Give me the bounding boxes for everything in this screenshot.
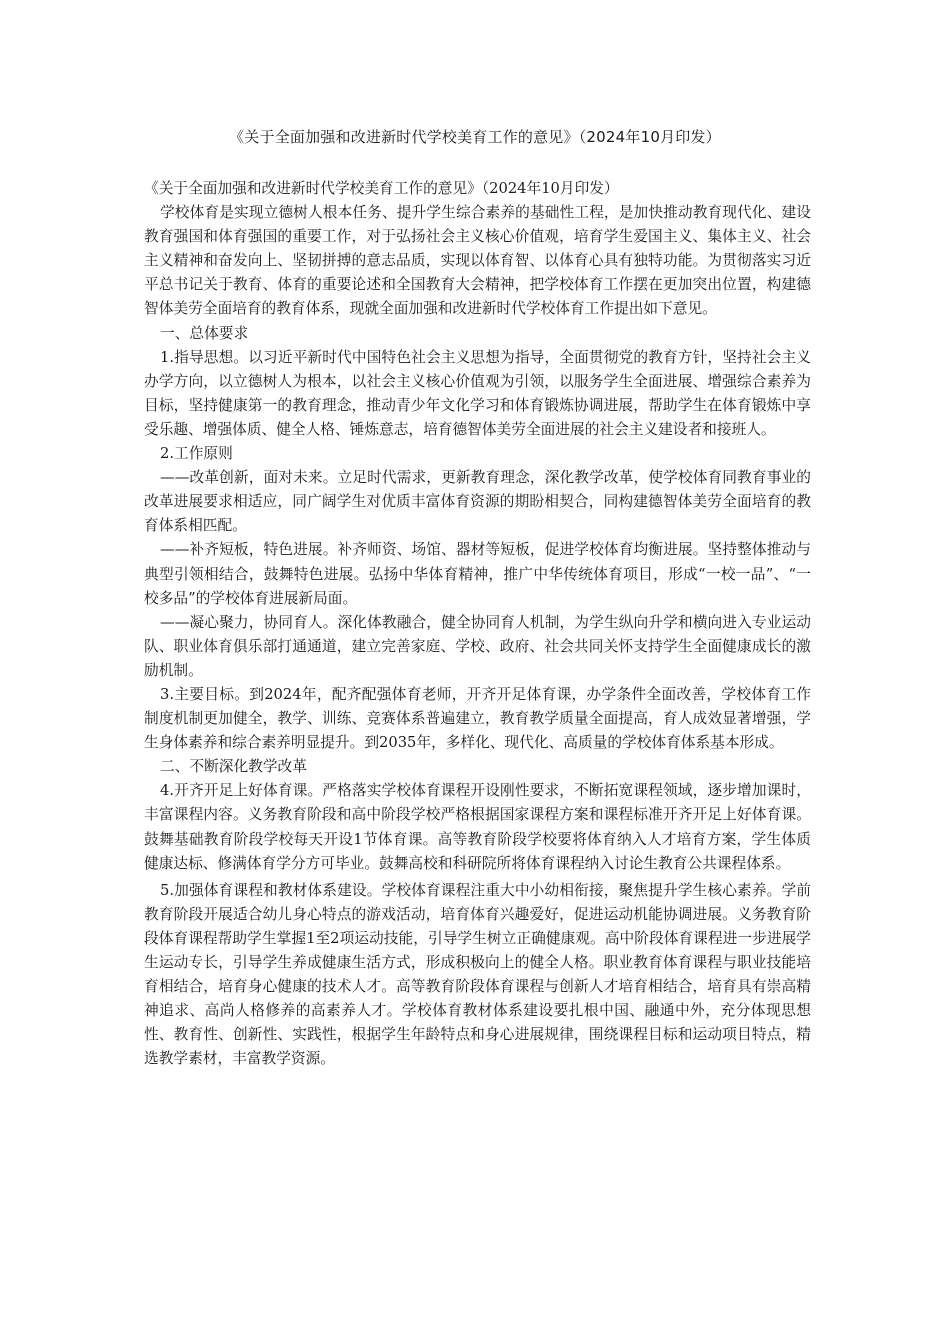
section-heading-1: 一、总体要求 [160, 324, 249, 342]
document-title: 《关于全面加强和改进新时代学校美育工作的意见》（2024年10月印发） [229, 128, 721, 146]
body-heading: 《关于全面加强和改进新时代学校美育工作的意见》（2024年10月印发） [144, 180, 619, 197]
paragraph-pe-classes: 4.开齐开足上好体育课。严格落实学校体育课程开设刚性要求，不断拓宽课程领域，逐步增加课时，丰富课程内容。义务教育阶段和高中阶段学校严格根据国家课程方案和课程标准开齐开足上好体育课。鼓舞基础教育阶段学校每天开设1节体育课。高等教育阶段学校要将体育纳入人才培育方案，学生体质健康达标、修满体育学分方可毕业。鼓舞高校和科研院所将体育课程纳入讨论生教育公共课程体系。 [144, 782, 811, 872]
principle-fill-gaps: ——补齐短板，特色进展。补齐师资、场馆、器材等短板，促进学校体育均衡进展。坚持整体推动与典型引领相结合，鼓舞特色进展。弘扬中华体育精神，推广中华传统体育项目，形成“一校一品”、“一校多品”的学校体育进展新局面。 [144, 541, 811, 607]
intro-paragraph: 学校体育是实现立德树人根本任务、提升学生综合素养的基础性工程，是加快推动教育现代化、建设教育强国和体育强国的重要工作，对于弘扬社会主义核心价值观，培育学生爱国主义、集体主义、社会主义精神和奋发向上、坚韧拼搏的意志品质，实现以体育智、以体育心具有独特功能。为贯彻落实习近平总书记关于教育、体育的重要论述和全国教育大会精神，把学校体育工作摆在更加突出位置，构建德智体美劳全面培育的教育体系，现就全面加强和改进新时代学校体育工作提出如下意见。 [144, 204, 811, 318]
principle-reform-innovation: ——改革创新，面对未来。立足时代需求，更新教育理念，深化教学改革，使学校体育同教育事业的改革进展要求相适应，同广阔学生对优质丰富体育资源的期盼相契合，同构建德智体美劳全面培育的教育体系相匹配。 [144, 469, 811, 535]
document-body [144, 177, 811, 1071]
paragraph-curriculum-system: 5.加强体育课程和教材体系建设。学校体育课程注重大中小幼相衔接，聚焦提升学生核心素养。学前教育阶段开展适合幼儿身心特点的游戏活动，培育体育兴趣爱好，促进运动机能协调进展。义务教育阶段体育课程帮助学生掌握1至2项运动技能，引导学生树立正确健康观。高中阶段体育课程进一步进展学生运动专长，引导学生养成健康生活方式，形成积极向上的健全人格。职业教育体育课程与职业技能培育相结合，培育身心健康的技术人才。高等教育阶段体育课程与创新人才培育相结合，培育具有崇高精神追求、高尚人格修养的高素养人才。学校体育教材体系建设要扎根中国、融通中外，充分体现思想性、教育性、创新性、实践性，根据学生年龄特点和身心进展规律，围绕课程目标和运动项目特点，精选教学素材，丰富教学资源。 [144, 881, 811, 1068]
paragraph-main-goals: 3.主要目标。到2024年，配齐配强体育老师，开齐开足体育课，办学条件全面改善，学校体育工作制度机制更加健全，教学、训练、竞赛体系普遍建立，教育教学质量全面提高，育人成效显著增强，学生身体素养和综合素养明显提升。到2035年，多样化、现代化、高质量的学校体育体系基本形成。 [144, 685, 811, 752]
subheading-work-principles: 2.工作原则 [160, 445, 233, 463]
principle-cooperation: ——凝心聚力，协同育人。深化体教融合，健全协同育人机制，为学生纵向升学和横向进入专业运动队、职业体育俱乐部打通通道，建立完善家庭、学校、政府、社会共同关怀支持学生全面健康成长的激励机制。 [144, 613, 811, 679]
section-heading-2: 二、不断深化教学改革 [160, 758, 307, 776]
paragraph-guiding-ideology: 1.指导思想。以习近平新时代中国特色社会主义思想为指导，全面贯彻党的教育方针，坚持社会主义办学方向，以立德树人为根本，以社会主义核心价值观为引领，以服务学生全面进展、增强综合素养为目标，坚持健康第一的教育理念，推动青少年文化学习和体育锻炼协调进展，帮助学生在体育锻炼中享受乐趣、增强体质、健全人格、锤炼意志，培育德智体美劳全面进展的社会主义建设者和接班人。 [144, 348, 811, 438]
